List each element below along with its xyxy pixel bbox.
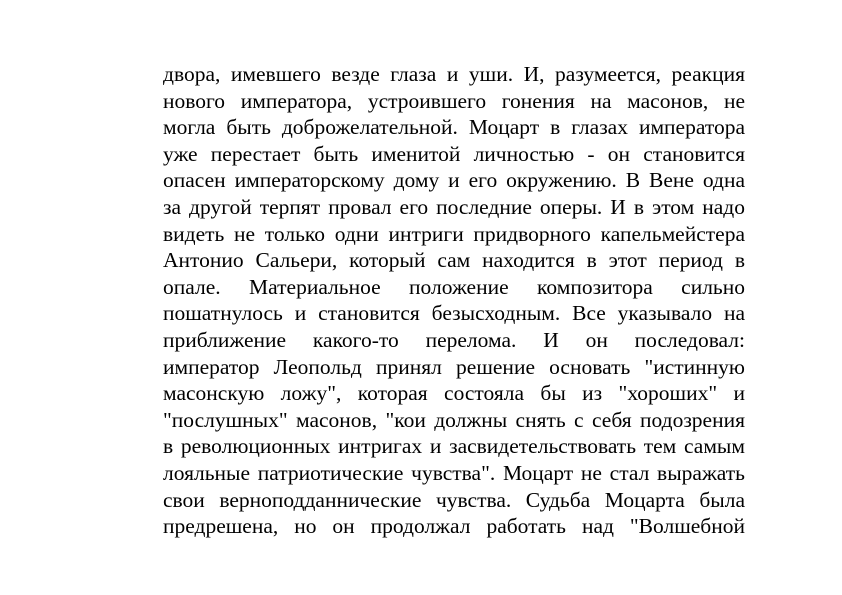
text-line-15: в революционных интригах и засвидетельствовать тем самым bbox=[163, 434, 745, 459]
text-line-13: масонскую ложу", которая состояла бы из "хороших" и bbox=[163, 381, 745, 406]
text-line-1: двора, имевшего везде глаза и уши. И, разумеется, реакция bbox=[163, 62, 745, 86]
text-line-10: пошатнулось и становится безысходным. Все указывало на bbox=[163, 301, 745, 326]
text-line-2: нового императора, устроившего гонения на масонов, не bbox=[163, 88, 745, 113]
text-line-12: император Леопольд принял решение основать "истинную bbox=[163, 354, 745, 379]
text-line-14: "послушных" масонов, "кои должны снять с себя подозрения bbox=[163, 407, 745, 432]
text-line-6: за другой терпят провал его последние оперы. И в этом надо bbox=[163, 194, 745, 219]
body-text bbox=[163, 61, 745, 540]
text-line-11: приближение какого-то перелома. И он последовал: bbox=[163, 327, 745, 352]
text-line-8: Антонио Сальери, который сам находится в этот период в bbox=[163, 248, 745, 273]
text-line-18: предрешена, но он продолжал работать над "Волшебной bbox=[163, 514, 745, 539]
text-line-4: уже перестает быть именитой личностью - он становится bbox=[163, 141, 745, 166]
text-line-3: могла быть доброжелательной. Моцарт в глазах императора bbox=[163, 115, 745, 140]
text-line-7: видеть не только одни интриги придворного капельмейстера bbox=[163, 221, 745, 246]
text-line-17: свои верноподданнические чувства. Судьба Моцарта была bbox=[163, 487, 745, 512]
text-line-5: опасен императорскому дому и его окружению. В Вене одна bbox=[163, 168, 745, 193]
text-line-16: лояльные патриотические чувства". Моцарт не стал выражать bbox=[163, 460, 745, 485]
text-line-9: опале. Материальное положение композитора сильно bbox=[163, 274, 745, 299]
